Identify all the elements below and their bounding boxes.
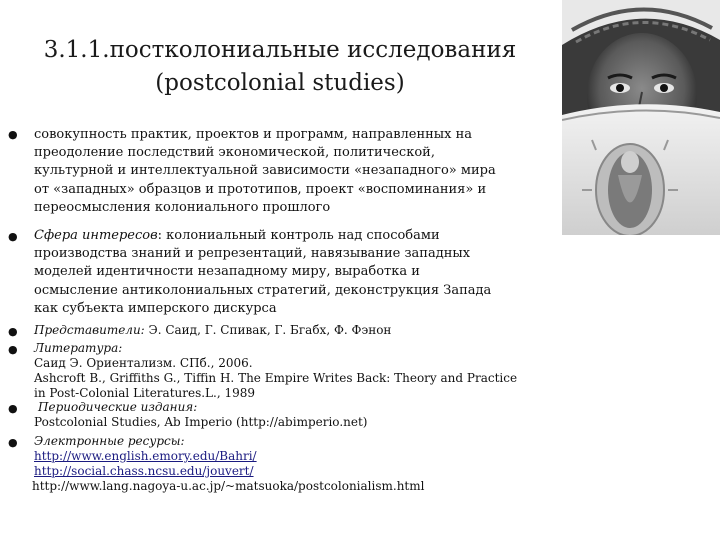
- list-item: [34, 227, 554, 318]
- item-1-line-1: совокупность практик, проектов и программ, направленных на: [34, 127, 473, 142]
- list-item: [34, 126, 554, 217]
- nagoya-url: http://www.lang.nagoya-u.ac.jp/~matsuoka/postcolonialism.html: [32, 479, 425, 493]
- item-2-lead: Сфера интересов: [34, 228, 158, 243]
- item-5-lead: Периодические издания:: [38, 400, 198, 414]
- item-1-line-4: от «западных» образцов и прототипов, проект «воспоминания» и: [34, 181, 487, 197]
- item-1-line-2: преодоление последствий экономической, политической,: [34, 145, 435, 161]
- bullet-icon: ●: [8, 402, 18, 415]
- title-line-1: 3.1.1.постколониальные исследования: [43, 37, 517, 63]
- list-item: [34, 323, 554, 338]
- bullet-icon: ●: [8, 343, 18, 356]
- list-item: [34, 400, 554, 430]
- bullet-icon: ●: [8, 128, 18, 141]
- list-item: [34, 434, 554, 494]
- bullet-icon: ●: [8, 325, 18, 338]
- item-1-line-3: культурной и интеллектуальной зависимости «незападного» мира: [34, 163, 496, 179]
- item-6-lead: Электронные ресурсы:: [34, 434, 185, 448]
- item-4-lead: Литература:: [34, 341, 123, 355]
- item-2-line-1: [34, 227, 554, 245]
- item-2-line-4: осмысление антиколониальных стратегий, деконструкция Запада: [34, 282, 492, 298]
- bullet-icon: ●: [8, 436, 18, 449]
- item-2-line-5: как субъекта имперского дискурса: [34, 300, 277, 316]
- item-3-line-1: [34, 323, 554, 338]
- item-3-rest: Э. Саид, Г. Спивак, Г. Бгабх, Ф. Фэнон: [144, 323, 392, 337]
- item-2-rest: : колониальный контроль над способами: [157, 228, 440, 243]
- item-2-line-3: моделей идентичности незападному миру, выработка и: [34, 264, 420, 280]
- emory-link[interactable]: http://www.english.emory.edu/Bahri/: [34, 449, 257, 463]
- jouvert-link[interactable]: http://social.chass.ncsu.edu/jouvert/: [34, 464, 254, 478]
- bullet-icon: ●: [8, 230, 18, 243]
- list-item: [34, 341, 554, 401]
- item-3-lead: Представители:: [34, 323, 145, 337]
- title-line-2: (postcolonial studies): [155, 70, 405, 96]
- item-4-line-1: Саид Э. Ориентализм. СПб., 2006.: [34, 356, 253, 370]
- item-4-line-2: Ashcroft B., Griffiths G., Tiffin H. The Empire Writes Back: Theory and Practice: [34, 371, 518, 385]
- item-1-line-5: переосмысления колониального прошлого: [34, 199, 331, 215]
- item-4-line-3: in Post-Colonial Literatures.L., 1989: [34, 386, 256, 400]
- item-2-line-2: производства знаний и репрезентаций, навязывание западных: [34, 246, 471, 262]
- item-5-line-1: Postcolonial Studies, Ab Imperio (http://abimperio.net): [34, 415, 368, 429]
